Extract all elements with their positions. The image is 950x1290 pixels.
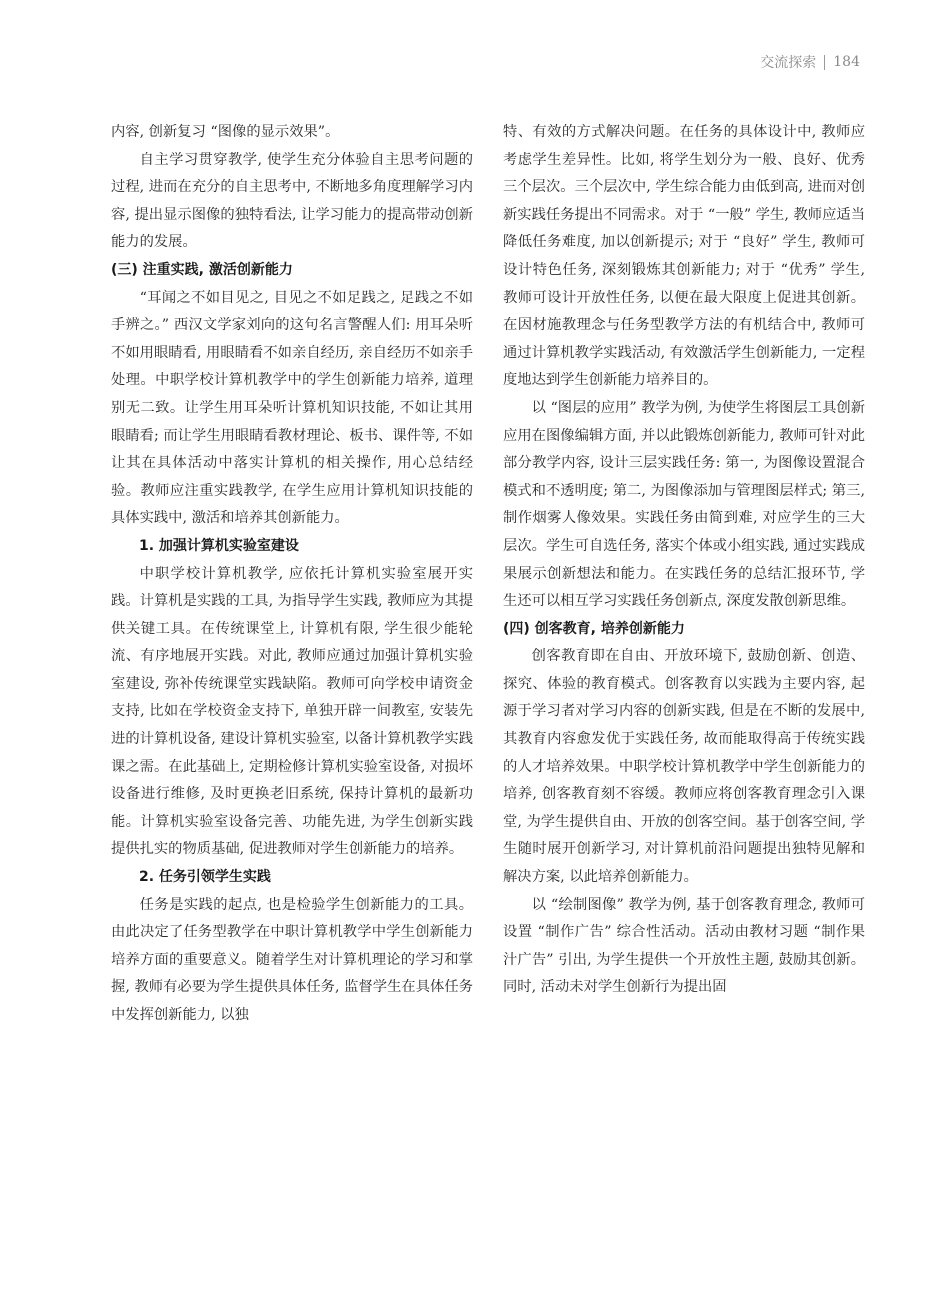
paragraph: 以 “图层的应用” 教学为例, 为使学生将图层工具创新应用在图像编辑方面, 并以此锻炼创新能力, 教师可针对此部分教学内容, 设计三层实践任务: 第一, 为图像设置混合模式和不透明度; 第二, 为图像添加与管理图层样式; 第三, 制作烟雾人像效果。实践任务由简到难, 对应学生的三大层次。学生可自选任务, 落实个体或小组实践, 通过实践成果展示创新想法和能力。在实践任务的总结汇报环节, 学生还可以相互学习实践任务创新点, 深度发散创新思维。 [503, 399, 865, 610]
right-column [503, 119, 865, 1002]
paragraph: 以 “绘制图像” 教学为例, 基于创客教育理念, 教师可设置 “制作广告” 综合性活动。活动由教材习题 “制作果汁广告” 引出, 为学生提供一个开放性主题, 鼓励其创新。同时, 活动未对学生创新行为提出固 [503, 896, 865, 996]
paragraph: 任务是实践的起点, 也是检验学生创新能力的工具。由此决定了任务型教学在中职计算机教学中学生创新能力培养方面的重要意义。随着学生对计算机理论的学习和掌握, 教师有必要为学生提供具体任务, 监督学生在具体任务中发挥创新能力, 以独 [111, 896, 473, 1023]
running-header [760, 52, 860, 72]
section-heading: (三) 注重实践, 激活创新能力 [111, 261, 293, 278]
paragraph: 内容, 创新复习 “图像的显示效果”。 [111, 124, 340, 140]
subsection-heading: 1. 加强计算机实验室建设 [139, 537, 299, 554]
header-divider [824, 55, 825, 70]
paragraph: 自主学习贯穿教学, 使学生充分体验自主思考问题的过程, 进而在充分的自主思考中, 不断地多角度理解学习内容, 提出显示图像的独特看法, 让学习能力的提高带动创新能力的发展。 [111, 151, 473, 251]
paragraph: 创客教育即在自由、开放环境下, 鼓励创新、创造、探究、体验的教育模式。创客教育以实践为主要内容, 起源于学习者对学习内容的创新实践, 但是在不断的发展中, 其教育内容愈发优于实践任务, 故而能取得高于传统实践的人才培养效果。中职学校计算机教学中学生创新能力的培养, 创客教育刻不容缓。教师应将创客教育理念引入课堂, 为学生提供自由、开放的创客空间。基于创客空间, 学生随时展开创新学习, 对计算机前沿问题提出独特见解和解决方案, 以此培养创新能力。 [503, 648, 865, 886]
paragraph: 特、有效的方式解决问题。在任务的具体设计中, 教师应考虑学生差异性。比如, 将学生划分为一般、良好、优秀三个层次。三个层次中, 学生综合能力由低到高, 进而对创新实践任务提出不同需求。对于 “一般” 学生, 教师应适当降低任务难度, 加以创新提示; 对于 “良好” 学生, 教师可设计特色任务, 深刻锻炼其创新能力; 对于 “优秀” 学生, 教师可设计开放性任务, 以便在最大限度上促进其创新。在因材施教理念与任务型教学方法的有机结合中, 教师可通过计算机教学实践活动, 有效激活学生创新能力, 一定程度地达到学生创新能力培养目的。 [503, 124, 865, 389]
section-heading: (四) 创客教育, 培养创新能力 [503, 620, 685, 637]
page-number: 184 [833, 54, 860, 70]
paragraph: 中职学校计算机教学, 应依托计算机实验室展开实践。计算机是实践的工具, 为指导学生实践, 教师应为其提供关键工具。在传统课堂上, 计算机有限, 学生很少能轮流、有序地展开实践。对此, 教师应通过加强计算机实验室建设, 弥补传统课堂实践缺陷。教师可向学校申请资金支持, 比如在学校资金支持下, 单独开辟一间教室, 安装先进的计算机设备, 建设计算机实验室, 以备计算机教学实践课之需。在此基础上, 定期检修计算机实验室设备, 对损坏设备进行维修, 及时更换老旧系统, 保持计算机的最新功能。计算机实验室设备完善、功能先进, 为学生创新实践提供扎实的物质基础, 促进教师对学生创新能力的培养。 [111, 565, 473, 858]
left-column [111, 119, 473, 1030]
paragraph: “耳闻之不如目见之, 目见之不如足践之, 足践之不如手辨之。” 西汉文学家刘向的这句名言警醒人们: 用耳朵听不如用眼睛看, 用眼睛看不如亲自经历, 亲自经历不如亲手处理。中职学校计算机教学中的学生创新能力培养, 道理别无二致。让学生用耳朵听计算机知识技能, 不如让其用眼睛看; 而让学生用眼睛看教材理论、板书、课件等, 不如让其在具体活动中落实计算机的相关操作, 用心总结经验。教师应注重实践教学, 在学生应用计算机知识技能的具体实践中, 激活和培养其创新能力。 [111, 289, 473, 527]
section-name: 交流探索 [760, 55, 817, 71]
subsection-heading: 2. 任务引领学生实践 [139, 869, 271, 886]
